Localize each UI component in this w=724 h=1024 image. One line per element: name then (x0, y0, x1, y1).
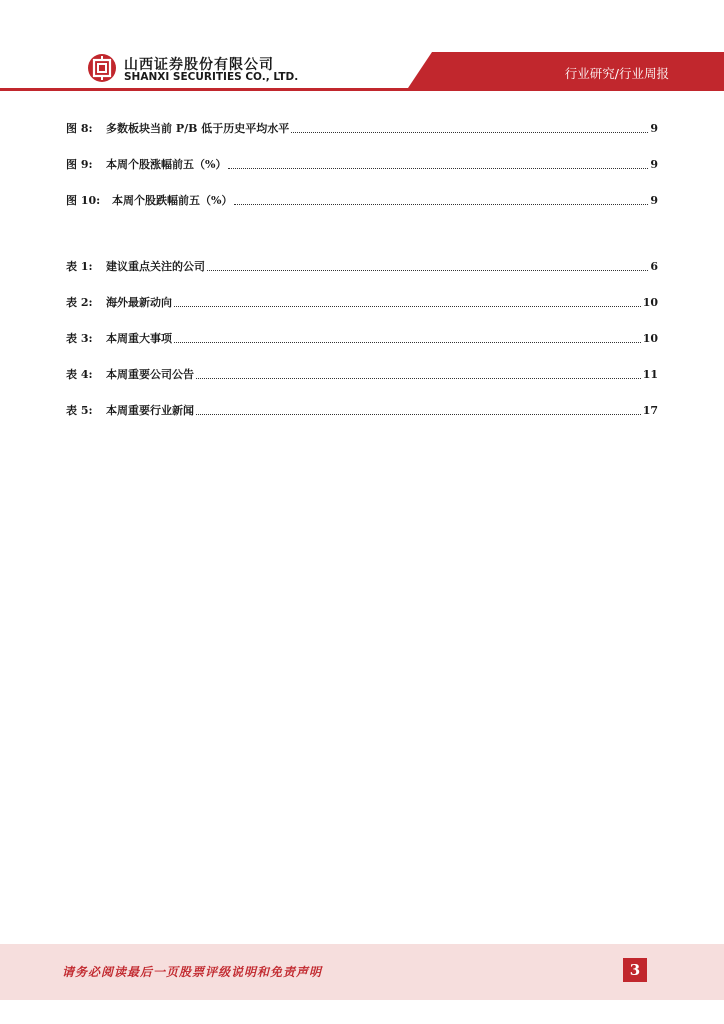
toc-entry-title: 多数板块当前 P/B 低于历史平均水平 (106, 122, 290, 135)
toc-leader-dots (196, 377, 641, 379)
toc-entry-page: 10 (642, 332, 658, 345)
toc-entry-page: 17 (642, 404, 658, 417)
toc-entry-table-4[interactable] (66, 364, 658, 382)
toc-entry-title: 本周个股跌幅前五（%） (112, 194, 233, 207)
toc-entry-title: 海外最新动向 (106, 296, 172, 309)
page-number: 3 (623, 958, 647, 982)
toc-entry-title: 本周重大事项 (106, 332, 172, 345)
toc-entry-table-1[interactable] (66, 256, 658, 274)
toc-entry-title: 本周重要行业新闻 (106, 404, 194, 417)
toc-entry-title: 本周重要公司公告 (106, 368, 194, 381)
page-footer (0, 944, 724, 1000)
toc-entry-label: 图 10: (66, 194, 101, 207)
company-name-en: SHANXI SECURITIES CO., LTD. (124, 71, 299, 83)
toc-entry-label: 表 2: (66, 296, 93, 309)
toc-entry-label: 表 1: (66, 260, 93, 273)
toc-leader-dots (291, 131, 648, 133)
toc-leader-dots (234, 203, 648, 205)
toc-entry-label: 表 5: (66, 404, 93, 417)
toc-entry-figure-9[interactable] (66, 154, 658, 172)
disclaimer-text: 请务必阅读最后一页股票评级说明和免责声明 (62, 965, 323, 979)
toc-entry-page: 11 (642, 368, 658, 381)
toc-entry-label: 表 3: (66, 332, 93, 345)
toc-entry-title: 本周个股涨幅前五（%） (106, 158, 227, 171)
toc-entry-label: 图 9: (66, 158, 93, 171)
toc-entry-page: 9 (650, 122, 658, 135)
toc-entry-page: 9 (650, 194, 658, 207)
page-header (0, 0, 724, 92)
toc-leader-dots (174, 341, 641, 343)
toc-entry-page: 6 (650, 260, 658, 273)
toc-leader-dots (207, 269, 648, 271)
company-logo-icon (87, 53, 117, 83)
toc-entry-figure-10[interactable] (66, 190, 658, 208)
toc-entry-figure-8[interactable] (66, 118, 658, 136)
toc-entry-table-3[interactable] (66, 328, 658, 346)
toc-entry-table-5[interactable] (66, 400, 658, 418)
toc-leader-dots (196, 413, 641, 415)
toc-entry-label: 图 8: (66, 122, 93, 135)
toc-leader-dots (174, 305, 641, 307)
toc-leader-dots (228, 167, 648, 169)
toc-entry-label: 表 4: (66, 368, 93, 381)
report-category: 行业研究/行业周报 (564, 66, 669, 81)
toc-entry-page: 9 (650, 158, 658, 171)
company-name-cn: 山西证券股份有限公司 (124, 57, 274, 73)
toc-entry-page: 10 (642, 296, 658, 309)
toc-entry-table-2[interactable] (66, 292, 658, 310)
toc-entry-title: 建议重点关注的公司 (106, 260, 205, 273)
